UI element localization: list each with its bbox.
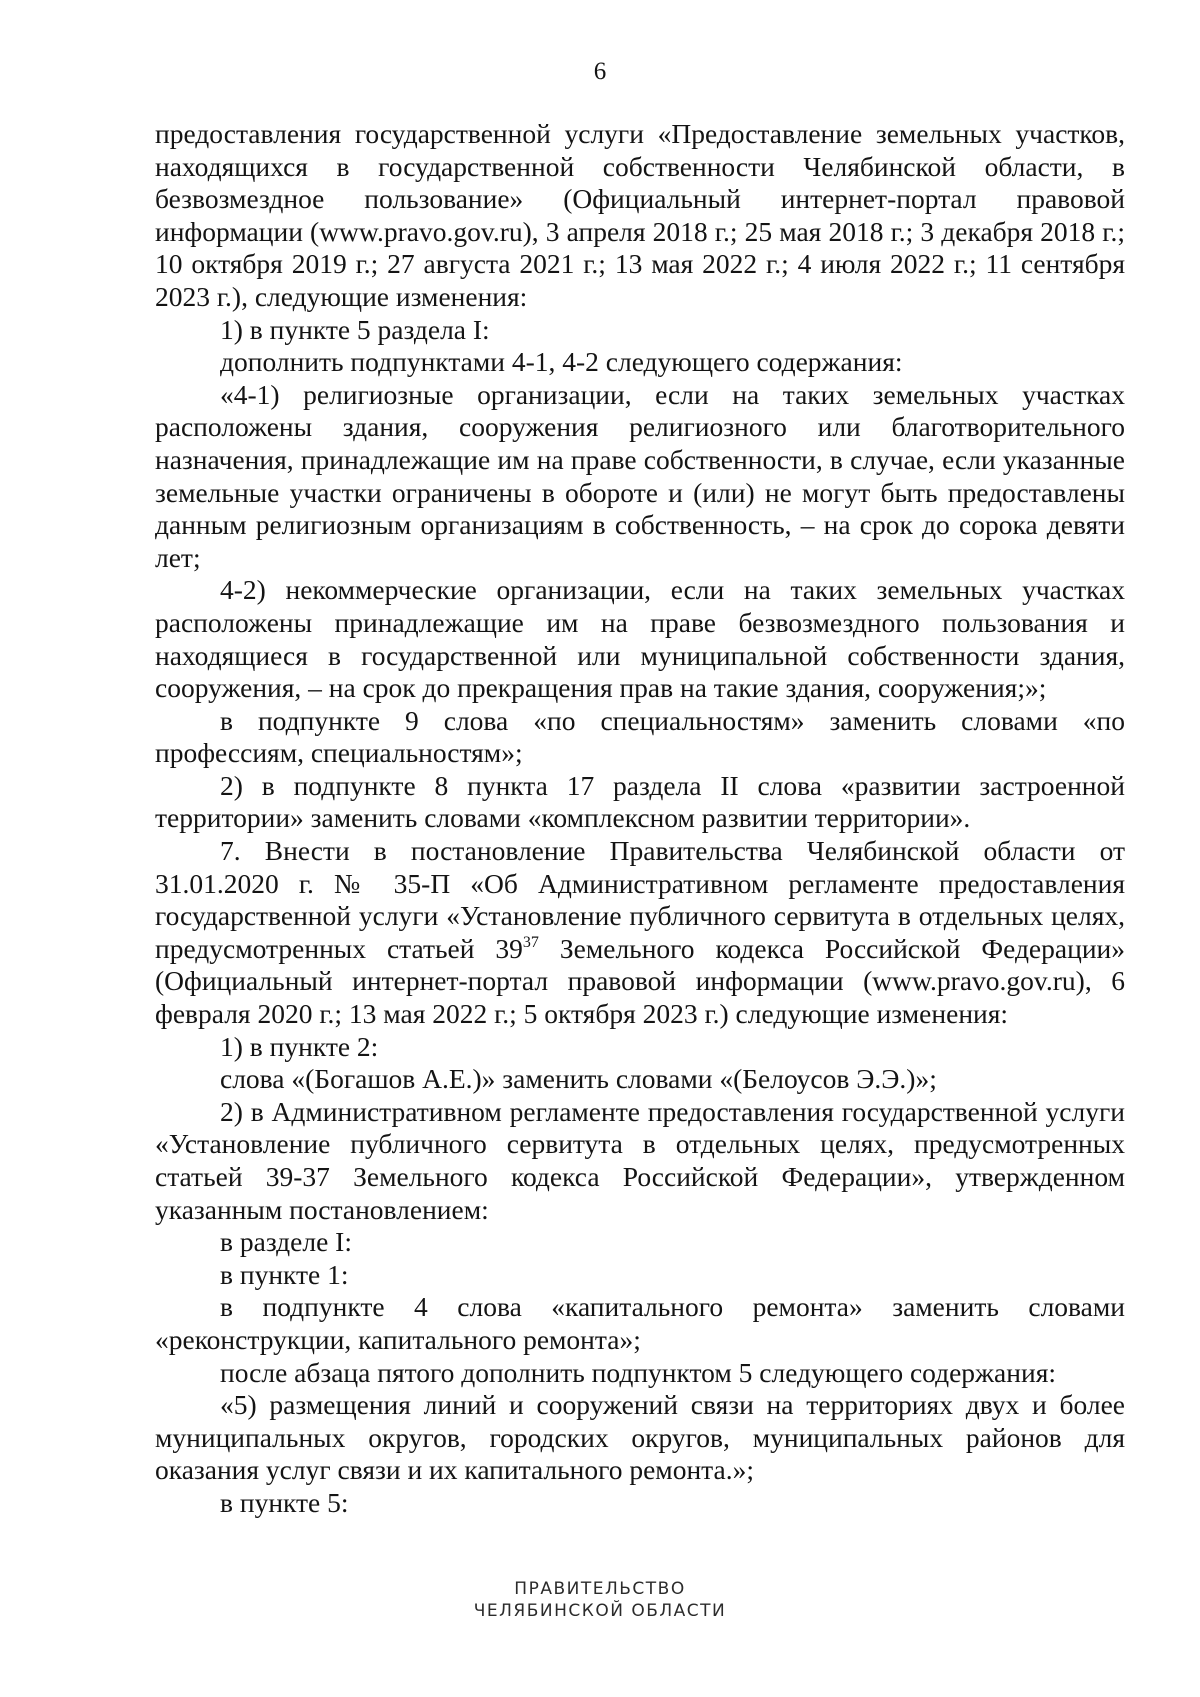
- paragraph-point-5: в пункте 5:: [220, 1486, 349, 1518]
- document-body: [155, 118, 1125, 1520]
- section-7-text-part-1: 7. Внести в постановление Правительства Челябинской области от 31.01.2020 г. № 35-П «Об Административном регламенте предоставления государственной услуги «Установление публичного сервитута в отдельных целях, предусмотренных статьей 39: [155, 835, 1125, 964]
- paragraph-section-7: [155, 835, 1125, 1031]
- paragraph-section-1: в разделе I:: [220, 1226, 352, 1258]
- paragraph-regulation: 2) в Административном регламенте предоставления государственной услуги «Установление публичного сервитута в отдельных целях, предусмотренных статьей 39-37 Земельного кодекса Российской Федерации», утвержденном указанным постановлением:: [155, 1095, 1125, 1225]
- paragraph-subitem-5: «5) размещения линий и сооружений связи на территориях двух и более муниципальных округов, городских округов, муниципальных районов для оказания услуг связи и их капитального ремонта.»;: [155, 1389, 1125, 1486]
- government-stamp: [0, 1578, 1200, 1622]
- stamp-line-1: ПРАВИТЕЛЬСТВО: [514, 1579, 686, 1599]
- page-number: 6: [593, 58, 607, 85]
- stamp-line-2: ЧЕЛЯБИНСКОЙ ОБЛАСТИ: [473, 1601, 727, 1621]
- paragraph-subitem-4: в подпункте 4 слова «капитального ремонта» заменить словами «реконструкции, капитального ремонта»;: [155, 1291, 1125, 1355]
- paragraph-name-change: слова «(Богашов А.Е.)» заменить словами «(Белоусов Э.Э.)»;: [220, 1063, 937, 1095]
- paragraph-after-fifth: после абзаца пятого дополнить подпунктом 5 следующего содержания:: [220, 1356, 1056, 1388]
- paragraph-item-2: 2) в подпункте 8 пункта 17 раздела II слова «развитии застроенной территории» заменить словами «комплексном развитии территории».: [155, 769, 1125, 834]
- paragraph-continuation: предоставления государственной услуги «Предоставление земельных участков, находящихся в государственной собственности Челябинской области, в безвозмездное пользование» (Официальный интернет-портал правовой информации (www.pravo.gov.ru), 3 апреля 2018 г.; 25 мая 2018 г.; 3 декабря 2018 г.; 10 октября 2019 г.; 27 августа 2021 г.; 13 мая 2022 г.; 4 июля 2022 г.; 11 сентября 2023 г.), следующие изменения:: [155, 118, 1125, 312]
- paragraph-point-1: в пункте 1:: [220, 1258, 349, 1290]
- paragraph-subitem-4-1: «4-1) религиозные организации, если на таких земельных участках расположены здания, сооружения религиозного или благотворительного назначения, принадлежащие им на праве собственности, в случае, если указанные земельные участки ограничены в обороте и (или) не могут быть предоставлены данным религиозным организациям в собственность, – на срок до сорока девяти лет;: [155, 378, 1125, 573]
- paragraph-subitem-4-2: 4-2) некоммерческие организации, если на таких земельных участках расположены принадлежащие им на праве безвозмездного пользования и находящиеся в государственной или муниципальной собственности здания, сооружения, – на срок до прекращения прав на такие здания, сооружения;»;: [155, 574, 1125, 704]
- paragraph-point-2: 1) в пункте 2:: [220, 1030, 379, 1062]
- paragraph-item-1: 1) в пункте 5 раздела I:: [220, 313, 490, 345]
- paragraph-supplement: дополнить подпунктами 4-1, 4-2 следующего содержания:: [220, 346, 903, 378]
- article-superscript: 37: [522, 933, 539, 951]
- section-7-text-part-2: Земельного кодекса Российской Федерации» (Официальный интернет-портал правовой информации (www.pravo.gov.ru), 6 февраля 2020 г.; 13 мая 2022 г.; 5 октября 2023 г.) следующие изменения:: [155, 932, 1125, 1030]
- paragraph-subitem-9: в подпункте 9 слова «по специальностям» заменить словами «по профессиям, специальностям»;: [155, 704, 1125, 769]
